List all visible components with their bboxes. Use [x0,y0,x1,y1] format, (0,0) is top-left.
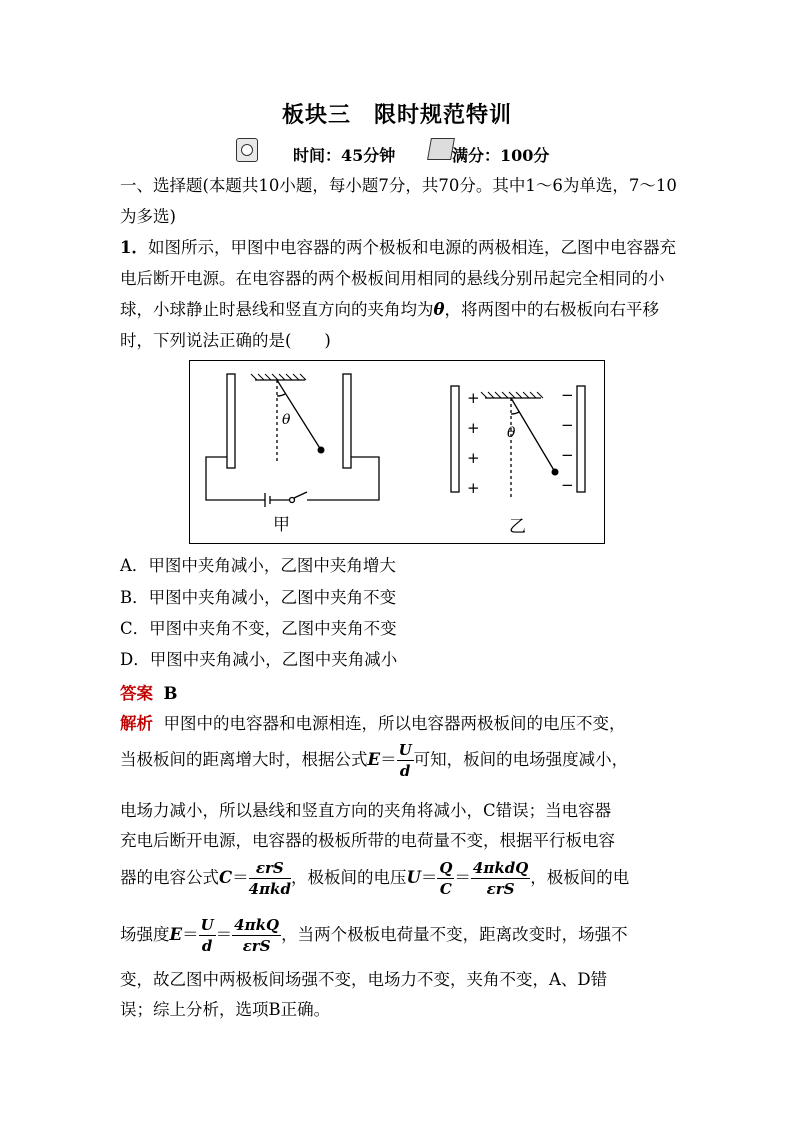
figure-yi-label: 乙 [509,517,526,537]
figure-yi-angle: θ [507,425,516,441]
answer-label: 答案 [120,684,153,703]
solution-line-6 [120,915,682,956]
question-1 [120,232,680,356]
fraction-q-over-c [437,858,454,899]
frac-num: εrS [249,858,291,879]
solution-text-5a: 器的电容公式 [120,868,219,887]
question-stem-end: ，将两图中的右极板向右平移时，下列说法正确的是( ) [120,300,660,350]
fraction-capacitance [249,858,291,899]
formula-e: E [367,750,381,769]
solution-line-4: 充电后断开电源，电容器的极板所带的电荷量不变，根据平行板电容 [120,831,615,850]
equals: ＝ [420,868,438,887]
solution-line-3: 电场力减小，所以悬线和竖直方向的夹角将减小，C错误；当电容器 [120,801,612,820]
ball-yi [552,469,559,476]
option-c: C．甲图中夹角不变，乙图中夹角不变 [120,619,397,638]
frac-num: U [200,916,214,934]
solution-label: 解析 [120,714,153,733]
time-limit: 时间：45分钟 [293,146,396,165]
equals: ＝ [182,925,199,944]
figure-jia-angle: θ [282,412,291,428]
fraction-u-over-d-2 [199,915,216,956]
fraction-u-over-d [397,740,414,781]
question-stem: 如图所示，甲图中电容器的两个极板和电源的两极相连，乙图中电容器充电后断开电源。在电容器的两个极板间用相同的悬线分别吊起完全相同的小球，小球静止时悬线和竖直方向的夹角均为 [120,238,676,319]
plus-sign-2: + [467,419,480,437]
frac-den: 4πkd [248,880,291,898]
clock-icon [236,138,258,162]
fraction-voltage [471,858,530,899]
minus-sign-3: − [561,446,574,464]
solution-line-7: 变，故乙图中两极板间场强不变，电场力不变，夹角不变，A、D错 [120,970,608,989]
frac-num: 4πkQ [234,916,280,934]
formula-c: C [219,868,233,887]
minus-sign-2: − [561,416,574,434]
solution-text-2b: 可知，板间的电场强度减小， [413,750,629,769]
equals: ＝ [380,750,397,769]
solution-text-5c: ，极板间的电 [530,868,630,887]
fraction-field [232,915,281,956]
solution-text-1: 甲图中的电容器和电源相连，所以电容器两极板间的电压不变， [163,714,626,733]
equals: ＝ [232,868,249,887]
page-title: 板块三 限时规范特训 [281,102,512,128]
answer-line [120,680,177,704]
plus-sign-3: + [467,449,480,467]
plus-sign-4: + [467,479,480,497]
full-score: 满分：100分 [452,146,550,165]
plus-sign-1: + [467,389,480,407]
option-b: B．甲图中夹角减小，乙图中夹角不变 [120,588,397,607]
question-theta: θ [433,300,445,319]
question-figure [189,360,605,544]
solution-text-5b: ，极板间的电压 [290,868,407,887]
formula-e: E [169,925,183,944]
solution-line-2 [120,740,682,781]
equals: ＝ [454,868,471,887]
solution-line-8: 误；综上分析，选项B正确。 [120,1000,331,1019]
solution-text-6a: 场强度 [120,925,170,944]
exam-meta [0,140,794,168]
frac-num: 4πkdQ [472,859,529,877]
figure-jia-label: 甲 [273,515,290,535]
minus-sign-1: − [561,386,574,404]
option-a: A．甲图中夹角减小，乙图中夹角增大 [120,556,396,575]
ball-jia [318,447,325,454]
frac-den: εrS [242,937,271,955]
frac-den: C [439,880,452,898]
solution-text-6b: ，当两个极板电荷量不变，距离改变时，场强不 [281,925,628,944]
frac-den: d [399,762,411,780]
option-d: D．甲图中夹角减小，乙图中夹角减小 [120,650,398,669]
equals: ＝ [215,925,233,944]
frac-den: d [201,937,213,955]
solution-text-2a: 当极板间的距离增大时，根据公式 [120,750,368,769]
section-heading: 一、选择题(本题共10小题，每小题7分，共70分。其中1～6为单选，7～10为多选) [120,176,677,226]
frac-den: εrS [486,880,515,898]
minus-sign-4: − [561,476,574,494]
frac-num: U [398,741,412,759]
score-pad-icon [427,138,455,160]
frac-num: Q [439,859,453,877]
formula-u: U [406,868,421,887]
answer-value: B [163,684,178,703]
solution-line-1 [120,710,682,734]
question-number: 1． [120,238,148,257]
solution-line-5 [120,858,682,899]
